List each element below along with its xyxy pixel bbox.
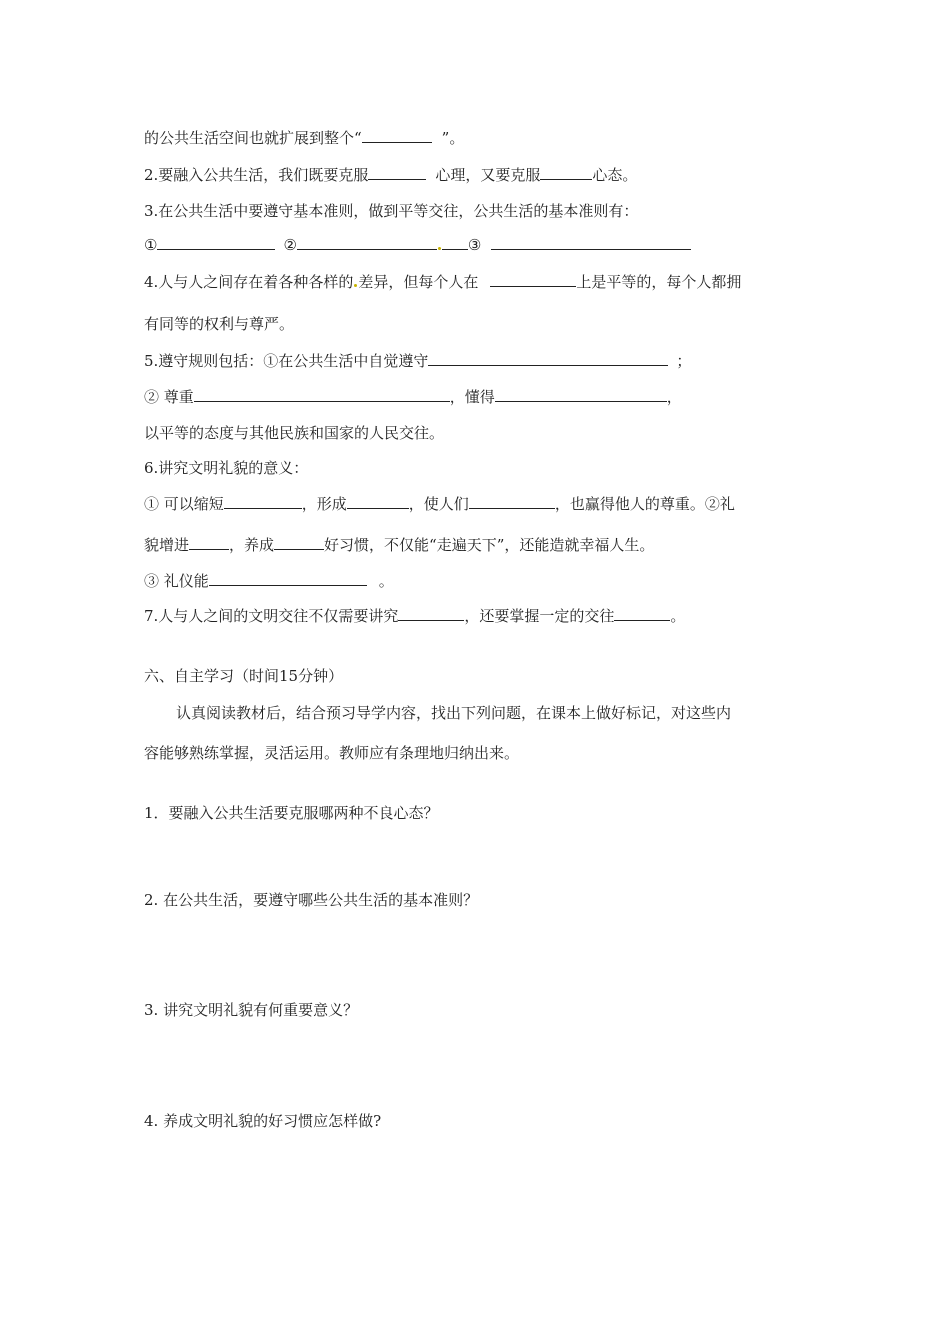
review-item-4-cont: 有同等的权利与尊严。 [144, 315, 295, 333]
review-item-3: 3.在公共生活中要遵守基本准则，做到平等交往，公共生活的基本准则有： [144, 202, 639, 220]
review-item-4: 4.人与人之间存在着各种各样的 差异，但每个人在 上是平等的，每个人都拥 [144, 273, 742, 291]
answer-blank[interactable] [362, 128, 432, 143]
question-2: 2. 在公共生活，要遵守哪些公共生活的基本准则？ [144, 891, 479, 909]
review-item-7: 7.人与人之间的文明交往不仅需要讲究 ，还要掌握一定的交往 。 [144, 607, 686, 625]
answer-blank[interactable] [194, 387, 450, 402]
review-item-5-cont: 以平等的态度与其他民族和国家的人民交往。 [144, 424, 445, 442]
answer-blank[interactable] [224, 494, 302, 509]
intro-paragraph-line-2: 容能够熟练掌握，灵活运用。教师应有条理地归纳出来。 [144, 744, 520, 762]
answer-blank[interactable] [209, 571, 367, 586]
answer-blank[interactable] [491, 235, 691, 250]
answer-blank[interactable] [540, 165, 592, 180]
answer-blank[interactable] [495, 387, 667, 402]
answer-blank[interactable] [428, 351, 668, 366]
review-item-6: 6.讲究文明礼貌的意义： [144, 459, 309, 477]
section-heading: 六、自主学习（时间15分钟） [144, 667, 344, 685]
answer-blank[interactable] [469, 494, 555, 509]
review-line-1: 的公共生活空间也就扩展到整个“ ”。 [144, 129, 465, 147]
intro-paragraph-line-1: 认真阅读教材后，结合预习导学内容，找出下列问题，在课本上做好标记，对这些内 [176, 704, 732, 722]
answer-blank[interactable] [614, 606, 670, 621]
review-item-3-blanks: ① ② ③ [144, 235, 691, 255]
question-4: 4. 养成文明礼貌的好习惯应怎样做? [144, 1112, 382, 1130]
review-item-6-2: 貌增进 ，养成 好习惯，不仅能“走遍天下”，还能造就幸福人生。 [144, 536, 655, 554]
review-item-5: 5.遵守规则包括：①在公共生活中自觉遵守 ； [144, 352, 692, 370]
review-item-6-3: ③ 礼仪能 。 [144, 572, 394, 590]
answer-blank[interactable] [274, 535, 324, 550]
review-item-5-2: ② 尊重 ，懂得 ， [144, 388, 682, 406]
mark-dot [354, 284, 357, 287]
mark-dot [438, 247, 441, 250]
answer-blank[interactable] [490, 272, 576, 287]
question-3: 3. 讲究文明礼貌有何重要意义？ [144, 1001, 359, 1019]
answer-blank[interactable] [297, 235, 437, 250]
answer-blank[interactable] [368, 165, 426, 180]
answer-blank[interactable] [347, 494, 409, 509]
answer-blank[interactable] [398, 606, 464, 621]
answer-blank[interactable] [189, 535, 229, 550]
question-1: 1．要融入公共生活要克服哪两种不良心态？ [144, 804, 439, 822]
review-item-2: 2.要融入公共生活，我们既要克服 心理，又要克服 心态。 [144, 166, 638, 184]
review-item-6-1: ① 可以缩短 ，形成 ，使人们 ，也赢得他人的尊重。②礼 [144, 495, 735, 513]
answer-blank[interactable] [442, 235, 468, 250]
answer-blank[interactable] [157, 235, 275, 250]
